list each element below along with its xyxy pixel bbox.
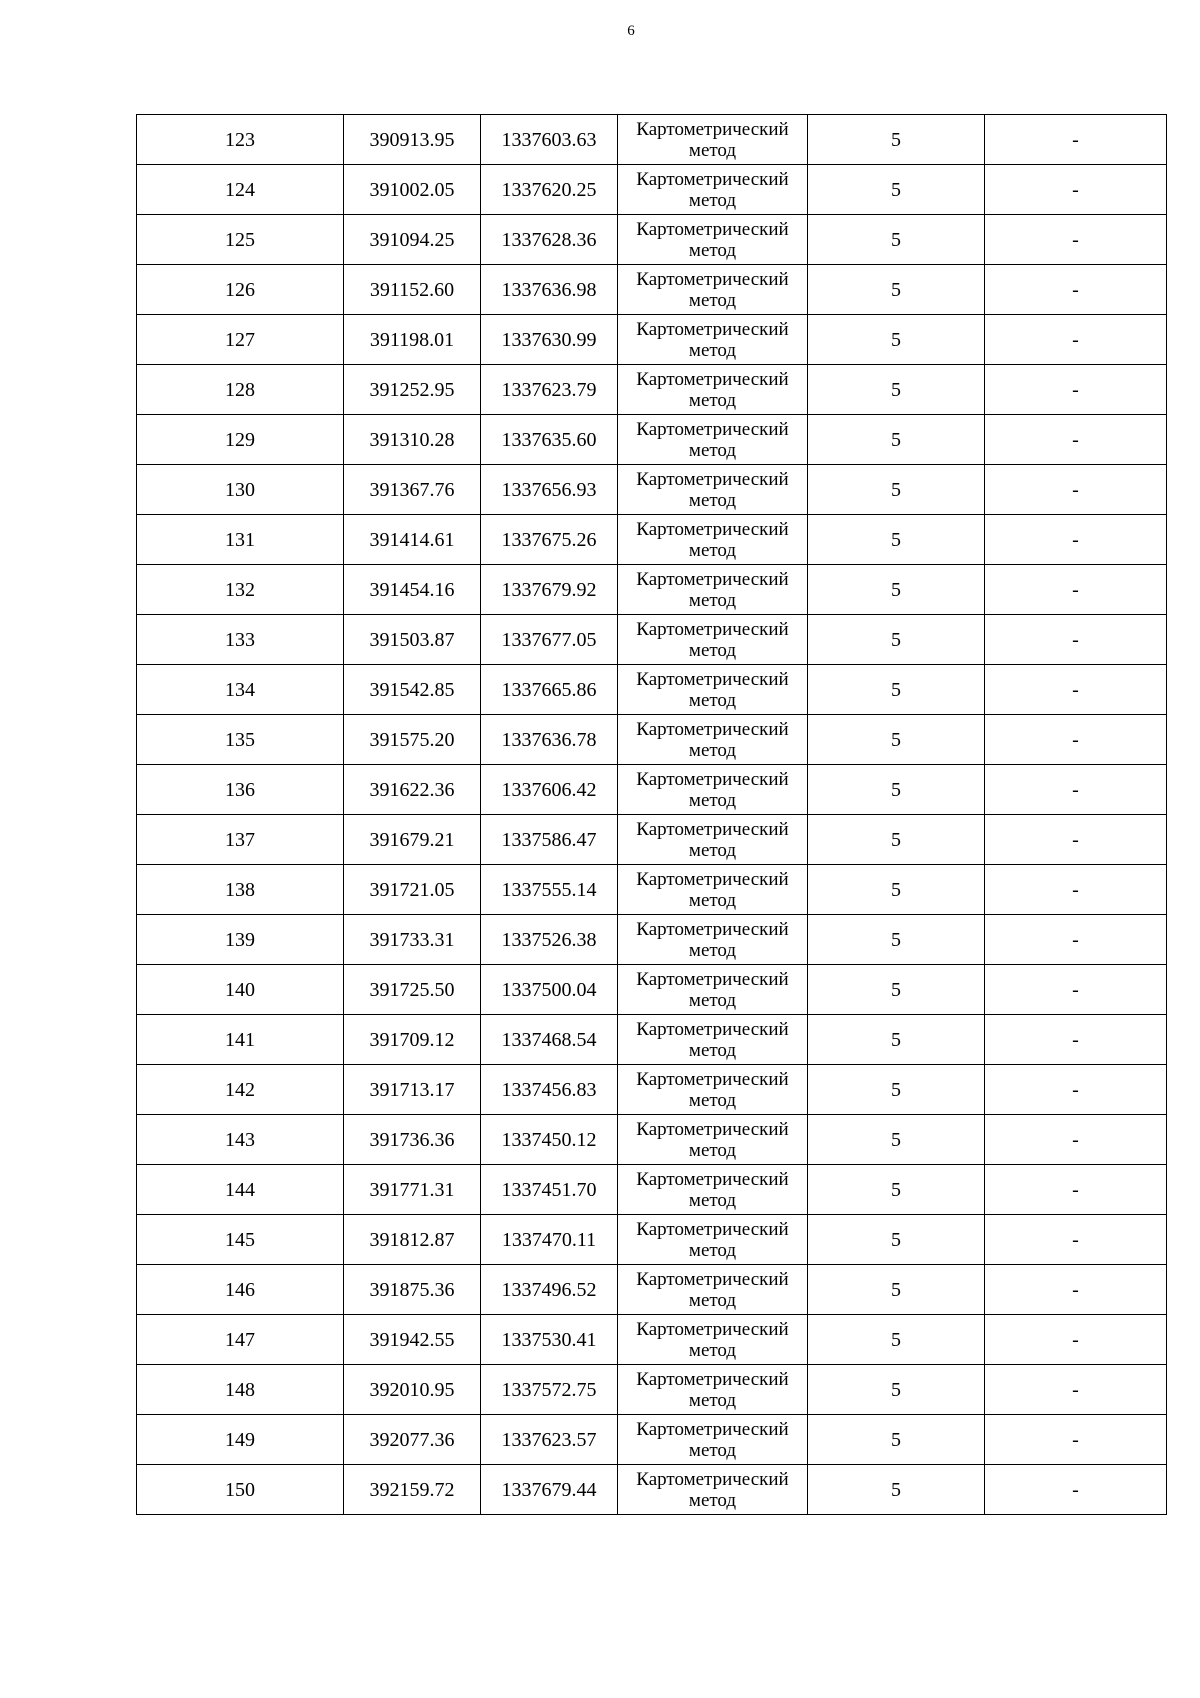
point-number-cell: 141 xyxy=(137,1015,344,1065)
method-line-2: метод xyxy=(688,989,737,1011)
table-row xyxy=(137,415,1167,465)
method-cell xyxy=(618,165,808,215)
method-line-1: Картометрический xyxy=(636,368,789,390)
y-coordinate-cell: 1337628.36 xyxy=(481,215,618,265)
table-row xyxy=(137,215,1167,265)
note-cell: - xyxy=(985,1415,1167,1465)
accuracy-cell: 5 xyxy=(808,1315,985,1365)
x-coordinate-cell: 392010.95 xyxy=(344,1365,481,1415)
method-line-1: Картометрический xyxy=(636,1418,789,1440)
table-row xyxy=(137,1015,1167,1065)
method-cell xyxy=(618,815,808,865)
method-cell xyxy=(618,965,808,1015)
x-coordinate-cell: 391198.01 xyxy=(344,315,481,365)
x-coordinate-cell: 391679.21 xyxy=(344,815,481,865)
x-coordinate-cell: 391725.50 xyxy=(344,965,481,1015)
method-line-2: метод xyxy=(688,739,737,761)
method-line-2: метод xyxy=(688,1389,737,1411)
accuracy-cell: 5 xyxy=(808,1065,985,1115)
note-cell: - xyxy=(985,965,1167,1015)
point-number-cell: 131 xyxy=(137,515,344,565)
y-coordinate-cell: 1337679.92 xyxy=(481,565,618,615)
y-coordinate-cell: 1337470.11 xyxy=(481,1215,618,1265)
y-coordinate-cell: 1337468.54 xyxy=(481,1015,618,1065)
note-cell: - xyxy=(985,765,1167,815)
coordinates-table xyxy=(136,114,1167,1515)
point-number-cell: 124 xyxy=(137,165,344,215)
table-row xyxy=(137,1215,1167,1265)
method-cell xyxy=(618,615,808,665)
table-row xyxy=(137,515,1167,565)
y-coordinate-cell: 1337665.86 xyxy=(481,665,618,715)
method-cell xyxy=(618,1165,808,1215)
method-cell xyxy=(618,465,808,515)
note-cell: - xyxy=(985,365,1167,415)
method-line-2: метод xyxy=(688,939,737,961)
method-cell xyxy=(618,715,808,765)
note-cell: - xyxy=(985,1315,1167,1365)
x-coordinate-cell: 391310.28 xyxy=(344,415,481,465)
y-coordinate-cell: 1337679.44 xyxy=(481,1465,618,1515)
accuracy-cell: 5 xyxy=(808,1365,985,1415)
method-line-1: Картометрический xyxy=(636,1118,789,1140)
method-line-2: метод xyxy=(688,339,737,361)
method-line-1: Картометрический xyxy=(636,818,789,840)
accuracy-cell: 5 xyxy=(808,315,985,365)
method-cell xyxy=(618,765,808,815)
x-coordinate-cell: 391414.61 xyxy=(344,515,481,565)
point-number-cell: 130 xyxy=(137,465,344,515)
note-cell: - xyxy=(985,165,1167,215)
point-number-cell: 132 xyxy=(137,565,344,615)
note-cell: - xyxy=(985,915,1167,965)
method-line-1: Картометрический xyxy=(636,168,789,190)
table-row xyxy=(137,465,1167,515)
accuracy-cell: 5 xyxy=(808,665,985,715)
table-row xyxy=(137,1465,1167,1515)
table-row xyxy=(137,865,1167,915)
table-row xyxy=(137,365,1167,415)
note-cell: - xyxy=(985,415,1167,465)
note-cell: - xyxy=(985,215,1167,265)
x-coordinate-cell: 391094.25 xyxy=(344,215,481,265)
y-coordinate-cell: 1337636.98 xyxy=(481,265,618,315)
x-coordinate-cell: 391575.20 xyxy=(344,715,481,765)
method-line-1: Картометрический xyxy=(636,468,789,490)
method-cell xyxy=(618,365,808,415)
note-cell: - xyxy=(985,565,1167,615)
point-number-cell: 135 xyxy=(137,715,344,765)
accuracy-cell: 5 xyxy=(808,1215,985,1265)
point-number-cell: 127 xyxy=(137,315,344,365)
accuracy-cell: 5 xyxy=(808,1115,985,1165)
method-cell xyxy=(618,415,808,465)
table-row xyxy=(137,115,1167,165)
method-line-1: Картометрический xyxy=(636,318,789,340)
x-coordinate-cell: 391454.16 xyxy=(344,565,481,615)
y-coordinate-cell: 1337656.93 xyxy=(481,465,618,515)
method-line-1: Картометрический xyxy=(636,968,789,990)
method-line-2: метод xyxy=(688,889,737,911)
y-coordinate-cell: 1337623.79 xyxy=(481,365,618,415)
method-line-2: метод xyxy=(688,1139,737,1161)
method-line-1: Картометрический xyxy=(636,918,789,940)
table-row xyxy=(137,1265,1167,1315)
method-cell xyxy=(618,265,808,315)
method-line-1: Картометрический xyxy=(636,1368,789,1390)
accuracy-cell: 5 xyxy=(808,815,985,865)
method-line-1: Картометрический xyxy=(636,418,789,440)
table-row xyxy=(137,1415,1167,1465)
accuracy-cell: 5 xyxy=(808,765,985,815)
method-line-1: Картометрический xyxy=(636,1268,789,1290)
x-coordinate-cell: 391709.12 xyxy=(344,1015,481,1065)
y-coordinate-cell: 1337636.78 xyxy=(481,715,618,765)
point-number-cell: 140 xyxy=(137,965,344,1015)
method-line-1: Картометрический xyxy=(636,768,789,790)
method-cell xyxy=(618,865,808,915)
accuracy-cell: 5 xyxy=(808,715,985,765)
y-coordinate-cell: 1337572.75 xyxy=(481,1365,618,1415)
method-line-2: метод xyxy=(688,489,737,511)
x-coordinate-cell: 391503.87 xyxy=(344,615,481,665)
accuracy-cell: 5 xyxy=(808,565,985,615)
y-coordinate-cell: 1337677.05 xyxy=(481,615,618,665)
method-line-2: метод xyxy=(688,1289,737,1311)
note-cell: - xyxy=(985,465,1167,515)
method-cell xyxy=(618,1365,808,1415)
x-coordinate-cell: 391875.36 xyxy=(344,1265,481,1315)
method-line-1: Картометрический xyxy=(636,618,789,640)
y-coordinate-cell: 1337450.12 xyxy=(481,1115,618,1165)
method-line-2: метод xyxy=(688,1439,737,1461)
x-coordinate-cell: 391252.95 xyxy=(344,365,481,415)
method-line-1: Картометрический xyxy=(636,518,789,540)
x-coordinate-cell: 391812.87 xyxy=(344,1215,481,1265)
point-number-cell: 142 xyxy=(137,1065,344,1115)
x-coordinate-cell: 391367.76 xyxy=(344,465,481,515)
table-row xyxy=(137,165,1167,215)
method-cell xyxy=(618,915,808,965)
method-line-1: Картометрический xyxy=(636,868,789,890)
note-cell: - xyxy=(985,1115,1167,1165)
method-line-2: метод xyxy=(688,639,737,661)
method-cell xyxy=(618,315,808,365)
note-cell: - xyxy=(985,115,1167,165)
y-coordinate-cell: 1337530.41 xyxy=(481,1315,618,1365)
point-number-cell: 143 xyxy=(137,1115,344,1165)
method-line-2: метод xyxy=(688,1089,737,1111)
point-number-cell: 139 xyxy=(137,915,344,965)
accuracy-cell: 5 xyxy=(808,965,985,1015)
note-cell: - xyxy=(985,515,1167,565)
accuracy-cell: 5 xyxy=(808,1465,985,1515)
method-cell xyxy=(618,1415,808,1465)
accuracy-cell: 5 xyxy=(808,465,985,515)
table-row xyxy=(137,1165,1167,1215)
table-row xyxy=(137,315,1167,365)
point-number-cell: 126 xyxy=(137,265,344,315)
y-coordinate-cell: 1337630.99 xyxy=(481,315,618,365)
table-row xyxy=(137,965,1167,1015)
table-row xyxy=(137,815,1167,865)
accuracy-cell: 5 xyxy=(808,1015,985,1065)
method-line-1: Картометрический xyxy=(636,568,789,590)
method-line-2: метод xyxy=(688,289,737,311)
note-cell: - xyxy=(985,1015,1167,1065)
method-line-1: Картометрический xyxy=(636,268,789,290)
method-line-2: метод xyxy=(688,539,737,561)
method-cell xyxy=(618,115,808,165)
method-line-1: Картометрический xyxy=(636,118,789,140)
y-coordinate-cell: 1337635.60 xyxy=(481,415,618,465)
x-coordinate-cell: 391622.36 xyxy=(344,765,481,815)
method-line-2: метод xyxy=(688,1339,737,1361)
method-cell xyxy=(618,565,808,615)
x-coordinate-cell: 391002.05 xyxy=(344,165,481,215)
table-row xyxy=(137,715,1167,765)
method-line-1: Картометрический xyxy=(636,1468,789,1490)
method-cell xyxy=(618,215,808,265)
point-number-cell: 146 xyxy=(137,1265,344,1315)
y-coordinate-cell: 1337526.38 xyxy=(481,915,618,965)
accuracy-cell: 5 xyxy=(808,165,985,215)
note-cell: - xyxy=(985,315,1167,365)
note-cell: - xyxy=(985,615,1167,665)
accuracy-cell: 5 xyxy=(808,1165,985,1215)
method-line-2: метод xyxy=(688,689,737,711)
x-coordinate-cell: 391713.17 xyxy=(344,1065,481,1115)
accuracy-cell: 5 xyxy=(808,415,985,465)
table-row xyxy=(137,1065,1167,1115)
accuracy-cell: 5 xyxy=(808,265,985,315)
y-coordinate-cell: 1337586.47 xyxy=(481,815,618,865)
y-coordinate-cell: 1337500.04 xyxy=(481,965,618,1015)
method-line-2: метод xyxy=(688,839,737,861)
point-number-cell: 138 xyxy=(137,865,344,915)
y-coordinate-cell: 1337555.14 xyxy=(481,865,618,915)
method-line-2: метод xyxy=(688,789,737,811)
y-coordinate-cell: 1337496.52 xyxy=(481,1265,618,1315)
x-coordinate-cell: 391942.55 xyxy=(344,1315,481,1365)
y-coordinate-cell: 1337451.70 xyxy=(481,1165,618,1215)
method-line-2: метод xyxy=(688,1489,737,1511)
table-row xyxy=(137,265,1167,315)
x-coordinate-cell: 391542.85 xyxy=(344,665,481,715)
x-coordinate-cell: 390913.95 xyxy=(344,115,481,165)
page-number: 6 xyxy=(627,23,635,39)
method-cell xyxy=(618,1215,808,1265)
method-line-2: метод xyxy=(688,139,737,161)
coordinates-table-body xyxy=(137,115,1167,1515)
method-cell xyxy=(618,665,808,715)
accuracy-cell: 5 xyxy=(808,115,985,165)
table-row xyxy=(137,1315,1167,1365)
y-coordinate-cell: 1337620.25 xyxy=(481,165,618,215)
note-cell: - xyxy=(985,1165,1167,1215)
x-coordinate-cell: 391736.36 xyxy=(344,1115,481,1165)
point-number-cell: 128 xyxy=(137,365,344,415)
method-line-2: метод xyxy=(688,439,737,461)
table-row xyxy=(137,665,1167,715)
point-number-cell: 133 xyxy=(137,615,344,665)
point-number-cell: 144 xyxy=(137,1165,344,1215)
x-coordinate-cell: 391771.31 xyxy=(344,1165,481,1215)
x-coordinate-cell: 391721.05 xyxy=(344,865,481,915)
method-cell xyxy=(618,1015,808,1065)
method-line-1: Картометрический xyxy=(636,1068,789,1090)
note-cell: - xyxy=(985,1465,1167,1515)
method-line-2: метод xyxy=(688,189,737,211)
x-coordinate-cell: 392159.72 xyxy=(344,1465,481,1515)
table-row xyxy=(137,1115,1167,1165)
y-coordinate-cell: 1337603.63 xyxy=(481,115,618,165)
method-line-1: Картометрический xyxy=(636,1018,789,1040)
table-row xyxy=(137,615,1167,665)
method-line-2: метод xyxy=(688,389,737,411)
y-coordinate-cell: 1337623.57 xyxy=(481,1415,618,1465)
method-cell xyxy=(618,1315,808,1365)
note-cell: - xyxy=(985,1065,1167,1115)
point-number-cell: 123 xyxy=(137,115,344,165)
method-line-1: Картометрический xyxy=(636,1168,789,1190)
method-cell xyxy=(618,1065,808,1115)
point-number-cell: 150 xyxy=(137,1465,344,1515)
note-cell: - xyxy=(985,1215,1167,1265)
accuracy-cell: 5 xyxy=(808,615,985,665)
note-cell: - xyxy=(985,815,1167,865)
method-line-2: метод xyxy=(688,239,737,261)
method-line-1: Картометрический xyxy=(636,1218,789,1240)
method-line-1: Картометрический xyxy=(636,718,789,740)
method-cell xyxy=(618,1465,808,1515)
table-row xyxy=(137,1365,1167,1415)
y-coordinate-cell: 1337456.83 xyxy=(481,1065,618,1115)
method-cell xyxy=(618,1265,808,1315)
accuracy-cell: 5 xyxy=(808,515,985,565)
note-cell: - xyxy=(985,1365,1167,1415)
accuracy-cell: 5 xyxy=(808,365,985,415)
point-number-cell: 148 xyxy=(137,1365,344,1415)
point-number-cell: 134 xyxy=(137,665,344,715)
point-number-cell: 136 xyxy=(137,765,344,815)
table-row xyxy=(137,565,1167,615)
note-cell: - xyxy=(985,265,1167,315)
y-coordinate-cell: 1337675.26 xyxy=(481,515,618,565)
point-number-cell: 145 xyxy=(137,1215,344,1265)
accuracy-cell: 5 xyxy=(808,865,985,915)
accuracy-cell: 5 xyxy=(808,915,985,965)
x-coordinate-cell: 392077.36 xyxy=(344,1415,481,1465)
method-line-2: метод xyxy=(688,1239,737,1261)
method-line-1: Картометрический xyxy=(636,668,789,690)
method-line-2: метод xyxy=(688,1189,737,1211)
accuracy-cell: 5 xyxy=(808,1415,985,1465)
method-line-1: Картометрический xyxy=(636,1318,789,1340)
point-number-cell: 125 xyxy=(137,215,344,265)
note-cell: - xyxy=(985,665,1167,715)
point-number-cell: 129 xyxy=(137,415,344,465)
point-number-cell: 149 xyxy=(137,1415,344,1465)
accuracy-cell: 5 xyxy=(808,215,985,265)
method-line-2: метод xyxy=(688,589,737,611)
note-cell: - xyxy=(985,715,1167,765)
table-row xyxy=(137,915,1167,965)
x-coordinate-cell: 391733.31 xyxy=(344,915,481,965)
method-line-2: метод xyxy=(688,1039,737,1061)
method-cell xyxy=(618,1115,808,1165)
x-coordinate-cell: 391152.60 xyxy=(344,265,481,315)
method-cell xyxy=(618,515,808,565)
point-number-cell: 147 xyxy=(137,1315,344,1365)
table-row xyxy=(137,765,1167,815)
y-coordinate-cell: 1337606.42 xyxy=(481,765,618,815)
note-cell: - xyxy=(985,865,1167,915)
point-number-cell: 137 xyxy=(137,815,344,865)
method-line-1: Картометрический xyxy=(636,218,789,240)
accuracy-cell: 5 xyxy=(808,1265,985,1315)
note-cell: - xyxy=(985,1265,1167,1315)
